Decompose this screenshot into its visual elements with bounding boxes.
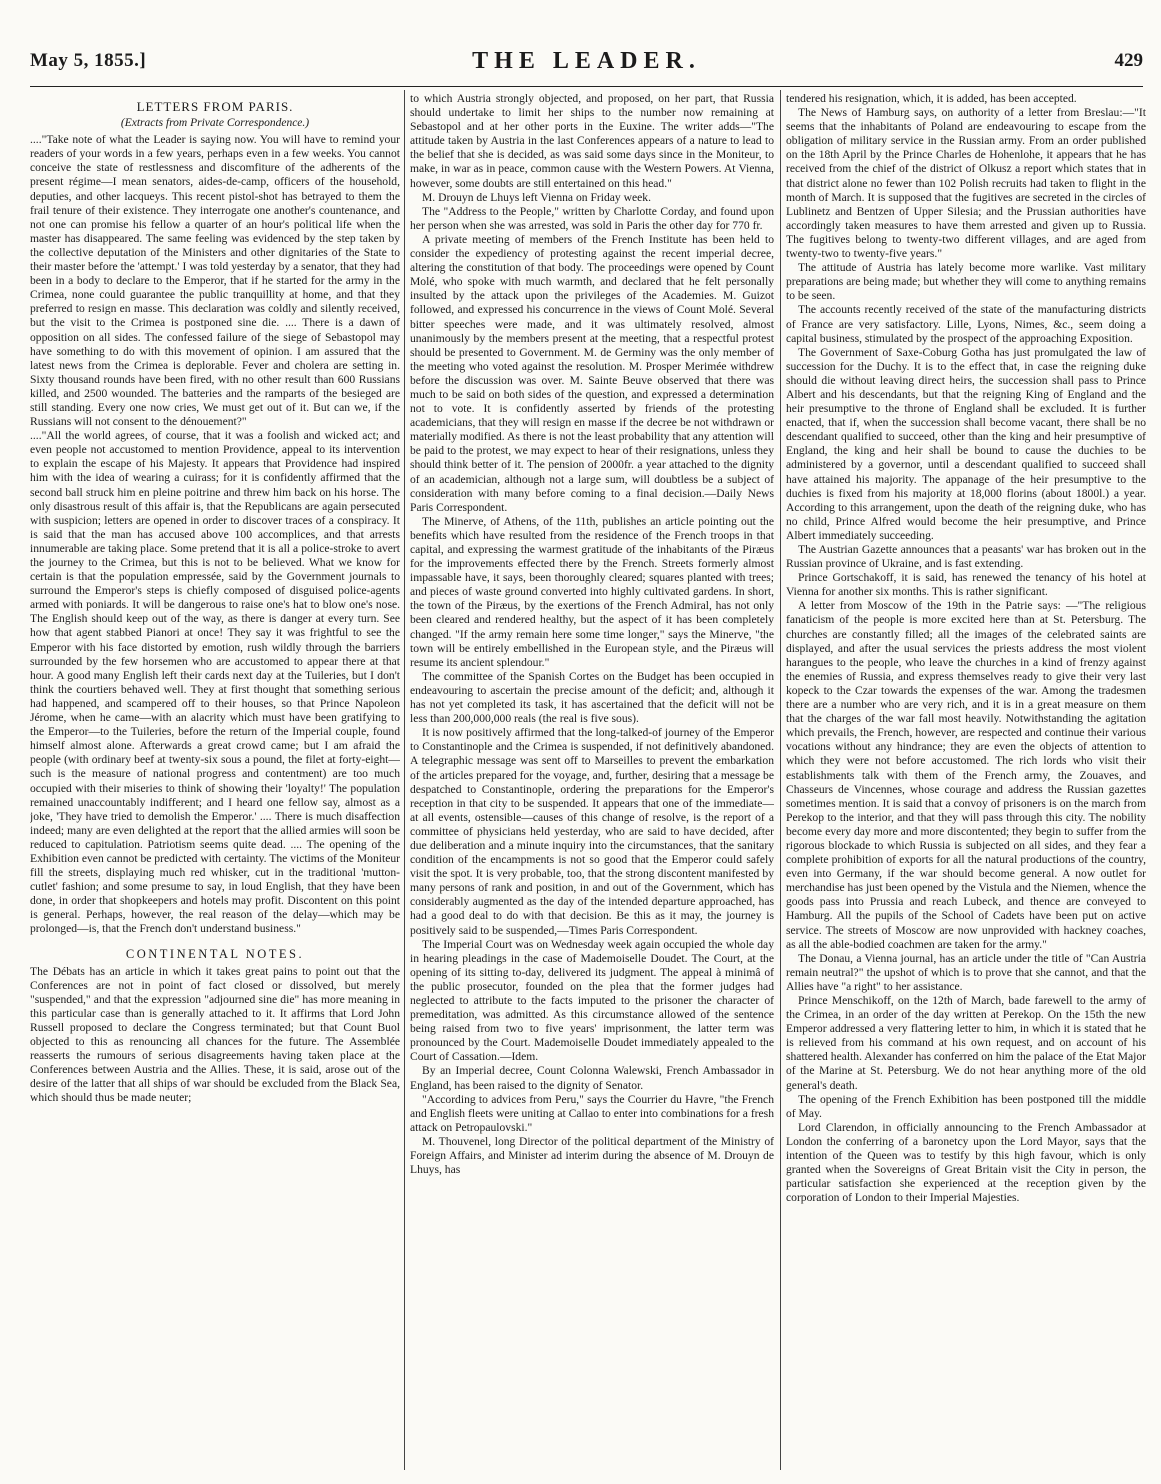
paragraph: tendered his resignation, which, it is added, has been accepted. xyxy=(786,92,1077,105)
paragraph: A letter from Moscow of the 19th in the Patrie says: —"The religious fanaticism of the people is more excited here than at St. Petersburg. The churches are constantly filled; all the images of the celebrated saints are displayed, and after the usual services the priests address the most violent harangues to the people, who leave the churches in a kind of frenzy against the enemies of Russia, and express themselves ready to give their very last kopeck to the Czar towards the expenses of the war. Among the tradesmen there are a number who are very rich, and it is in a great measure on them that the charges of the war fall most heavily. Notwithstanding the agitation which prevails, the French, however, are respected and continue their various vocations without any hindrance; they are even the objects of attention to which they were not before accustomed. The rich lords who visit their establishments talk with them of the French army, the Zouaves, and Chasseurs de Vincennes, whose courage and address the Russian gazettes sometimes mention. It is said that a convoy of prisoners is on the march from Perekop to the interior, and that they will pass through this city. The nobility become every day more and more discontented; they begin to suffer from the rigorous blockade to which Russia is subjected on all sides, and they fear a complete prohibition of exports for all the natural productions of the country, even into Germany, if the war should become general. A now outlet for merchandise has just been opened by the Vistula and the Niemen, whence the goods pass into Prussia and reach Lubeck, and thence are conveyed to Hamburg. All the pupils of the School of Cadets have been put on active service. The streets of Moscow are now unprovided with hackney coaches, as all the able-bodied coachmen are taken for the army." xyxy=(786,599,1146,951)
paragraph: The attitude of Austria has lately become more warlike. Vast military preparations are being made; but whether they will come to anything remains to be seen. xyxy=(786,261,1146,303)
paragraph: to which Austria strongly objected, and proposed, on her part, that Russia should undertake to limit her ships to the number now remaining at Sebastopol and at her other ports in the Euxine. The writer adds—"The attitude taken by Austria in the last Conferences appears of a nature to lead to the belief that she is decided, as was said some days since in the Moniteur, to make, in war as in peace, common cause with the Western Powers. At Vienna, however, some doubts are still entertained on this head." xyxy=(410,92,774,190)
column-right xyxy=(786,92,1146,1472)
header-rule xyxy=(30,86,1143,87)
paragraph: The "Address to the People," written by Charlotte Corday, and found upon her person when she was arrested, was sold in Paris the other day for 770 fr. xyxy=(410,204,774,232)
issue-date: May 5, 1855.] xyxy=(30,50,147,71)
paragraph: The Donau, a Vienna journal, has an article under the title of "Can Austria remain neutral?" the upshot of which is to prove that she cannot, and that the Allies have "a right" to her assistance. xyxy=(786,951,1146,993)
paragraph: M. Drouyn de Lhuys left Vienna on Friday week. xyxy=(422,190,651,204)
paragraph: The Austrian Gazette announces that a peasants' war has broken out in the Russian province of Ukraine, and is fast extending. xyxy=(786,543,1146,571)
paragraph: The Government of Saxe-Coburg Gotha has just promulgated the law of succession for the Duchy. It is to the effect that, in case the reigning duke should die without leaving direct heirs, the succession shall pass to Prince Albert and his descendants, but that the reigning King of England and the heir presumptive to the throne of England shall be excluded. It is further enacted, that if, when the succession shall become vacant, there shall be no descendant qualified to succeed, other than the king and heir presumptive of England, the king and heir shall be bound to cause the duchies to be administered by a governor, until a descendant qualified to succeed shall have attained his majority. The appanage of the heir presumptive to the duchies is fixed from his majority at 18,000 florins (about 1800l.) a year. According to this arrangement, upon the death of the reigning duke, who has no child, Prince Alfred would become the heir presumptive, and Prince Albert immediately succeeding. xyxy=(786,345,1146,542)
paragraph: M. Thouvenel, long Director of the political department of the Ministry of Foreign Affairs, and Minister ad interim during the absence of M. Drouyn de Lhuys, has xyxy=(410,1134,774,1177)
article-subheading: (Extracts from Private Correspondence.) xyxy=(120,117,310,130)
paragraph: The accounts recently received of the state of the manufacturing districts of France are very satisfactory. Lille, Lyons, Nimes, &c., seem doing a capital business, stimulated by the prospect of the approaching Exposition. xyxy=(786,303,1146,345)
paragraph: Prince Menschikoff, on the 12th of March, bade farewell to the army of the Crimea, in an order of the day written at Perekop. On the 15th the new Emperor addressed a very flattering letter to him, in which it is stated that he is relieved from his command at his own request, and on account of his shattered health. Alexander has conferred on him the palace of the Etat Major of the Marine at St. Petersburg. We do not hear anything more of the old general's death. xyxy=(786,994,1146,1092)
paragraph: The News of Hamburg says, on authority of a letter from Breslau:—"It seems that the inhabitants of Poland are endeavouring to escape from the obligation of military service in the Russian army. From an order published on the 18th April by the Prince Charles de Hohenlohe, it appears that he has received from the chief of the district of Olkusz a report which states that in that district alone no fewer than 102 Polish recruits had taken to flight in the month of March. It is supposed that the fugitives are secreted in the circles of Lublinetz and Bentzen of Upper Silesia; and the Prussian authorities have accordingly taken measures to have them arrested and given up to Russia. The fugitives belong to twenty-two different villages, and are aged from twenty-two to twenty-five years." xyxy=(786,106,1146,261)
section-heading: CONTINENTAL NOTES. xyxy=(125,946,305,961)
paragraph: ...."Take note of what the Leader is saying now. You will have to remind your readers of your words in a few years, perhaps even in a few weeks. You cannot conceive the state of restlessness and discomfiture of the adherents of the present régime—I mean senators, aides-de-camp, officers of the household, deputies, and other lacqueys. This recent pistol-shot has betrayed to them the frail tenure of their existence. They interrogate one another's countenance, and not one can promise his fellow a quarter of an hour's political life when the master has disappeared. The same feeling was evidenced by the step taken by the collective deputation of the Ministers and other dignitaries of the State to their master before the 'attempt.' I was told yesterday by a senator, that they had been in a body to declare to the Emperor, that if he started for the army in the Crimea, none could guarantee the public tranquillity at home, and that they preferred to resign en masse. This declaration was coldly and silently received, but the visit to the Crimea is postponed sine die. .... There is a dawn of opposition on all sides. The confessed failure of the siege of Sebastopol may have something to do with this movement of opinion. I am assured that the latest news from the Crimea is deplorable. Fever and cholera are setting in. Sixty thousand rounds have been fired, with no other result than 600 Russians killed, and 2500 wounded. The batteries and the ramparts of the besieged are still standing. Every one now cries, We must get out of it. But can we, if the Russians will not consent to the dénouement?" xyxy=(30,133,400,429)
page-number: 429 xyxy=(1114,50,1143,71)
paragraph: The Débats has an article in which it takes great pains to point out that the Conferences are not in point of fact closed or dissolved, but merely "suspended," and that the expression "adjourned sine die" has more meaning in this particular case than is generally attached to it. It affirms that Lord John Russell proposed to declare the Congress terminated; but that Count Buol objected to this as renouncing all chances for the future. The Assemblée reasserts the rumours of serious disagreements having taken place at the Conferences between Austria and the Allies. These, it is said, arose out of the desire of the latter that all ships of war should be excluded from the Black Sea, which should thus be made neuter; xyxy=(30,964,400,1105)
page-header xyxy=(30,48,1143,84)
paragraph: The Minerve, of Athens, of the 11th, publishes an article pointing out the benefits which have resulted from the residence of the French troops in that capital, and expressing the warmest gratitude of the inhabitants of the Piræus for the improvements effected there by the French. Streets formerly almost impassable have, it says, been thoroughly cleared; squares planted with trees; and pieces of waste ground converted into highly cultivated gardens. In short, the town of the Piræus, by the exertions of the French Admiral, has not only been cleared and rendered healthy, but the aspect of it has been completely changed. "If the army remain here some time longer," says the Minerve, "the town will be entirely embellished in the European style, and the Piræus will resume its ancient splendour." xyxy=(410,514,774,669)
paragraph: By an Imperial decree, Count Colonna Walewski, French Ambassador in England, has been raised to the dignity of Senator. xyxy=(410,1064,774,1092)
article-heading: LETTERS FROM PARIS. xyxy=(136,99,294,114)
paragraph: Lord Clarendon, in officially announcing to the French Ambassador at London the conferring of a baronetcy upon the Lord Mayor, says that the intention of the Queen was to testify by this high favour, which is only granted when the Sovereigns of Great Britain visit the City in person, the particular satisfaction she experienced at the reception given by the corporation of London to their Imperial Majesties. xyxy=(786,1120,1146,1205)
paragraph: The committee of the Spanish Cortes on the Budget has been occupied in endeavouring to ascertain the precise amount of the deficit; and, although it has not yet completed its task, it has ascertained that the deficit will not be less than 200,000,000 reals (the real is five sous). xyxy=(410,669,774,726)
paragraph: "According to advices from Peru," says the Courrier du Havre, "the French and English fleets were uniting at Callao to enter into combinations for a fresh attack on Petropaulovski." xyxy=(410,1092,774,1134)
paragraph: A private meeting of members of the French Institute has been held to consider the expediency of protesting against the recent imperial decree, altering the constitution of that body. The proceedings were opened by Count Molé, who spoke with much warmth, and declared that he felt personally insulted by the attack upon the privileges of the Academies. M. Guizot followed, and expressed his concurrence in the views of Count Molé. Several bitter speeches were made, and it was ultimately resolved, almost unanimously by the members present at the meeting, that a respectful protest should be presented to Government. M. de Germiny was the only member of the meeting who voted against the resolution. M. Prosper Merimée withdrew before the discussion was over. M. Sainte Beuve observed that there was much to be said on both sides of the question, and expressed a determination not to vote. It is confidently asserted by friends of the protesting academicians, that they will resign en masse if the decree be not withdrawn or materially modified. As there is not the least probability that any attention will be paid to the protest, we may expect to hear of their resignations, unless they should think better of it. The pension of 2000fr. a year attached to the dignity of an academician, although not a large sum, will doubtless be a subject of consideration with many before coming to a final decision.—Daily News Paris Correspondent. xyxy=(410,232,774,514)
paragraph: The opening of the French Exhibition has been postponed till the middle of May. xyxy=(786,1092,1146,1120)
newspaper-title: THE LEADER. xyxy=(472,48,701,74)
column-divider xyxy=(404,90,405,1470)
column-left xyxy=(30,92,400,1472)
paragraph: ...."All the world agrees, of course, that it was a foolish and wicked act; and even people not accustomed to mention Providence, appeal to its intervention to explain the escape of his Majesty. It appears that Providence had inspired him with the idea of wearing a cuirass; for it is confidently affirmed that the second ball struck him en pleine poitrine and threw him back on his horse. The only disastrous result of this affair is, that the Republicans are again persecuted with suspicion; letters are opened in order to discover traces of a conspiracy. It is said that the man has accused above 100 accomplices, and that arrests innumerable are taking place. Some pretend that it is all a police-stroke to avert the journey to the Crimea, but this is not to be believed. What we know for certain is that the population empressée, said by the Government journals to surround the Emperor's steps is chiefly composed of disguised police-agents armed with poniards. It will be dangerous to raise one's hat to blow one's nose. The English should keep out of the way, as there is danger at every turn. See how that agent stabbed Pianori at once! They say it was frightful to see the Emperor with his face distorted by emotion, rush wildly through the barriers surrounded by the few horsemen who are accustomed to appear there at that hour. A good many English left their cards next day at the Tuileries, but I don't think the courtiers behaved well. They at first thought that something serious had happened, and scampered off to their houses, so that Prince Napoleon Jérome, when he came—with an alacrity which must have been gratifying to the Emperor—to the Tuileries, before the return of the Imperial couple, found himself almost alone. Afterwards a great crowd came; but I am afraid the people (with ordinary beef at twenty-six sous a pound, the filet at forty-eight—such is the measure of national progress and contentment) are too much occupied with their miseries to think of showing their 'loyalty!' The population remained unaccountably indifferent; and I heard one fellow say, almost as a joke, 'They have tried to demolish the Emperor.' .... There is much disaffection indeed; many are even delighted at the report that the allied armies will soon be reduced to capitulation. Patriotism seems quite dead. .... The opening of the Exhibition even cannot be predicted with certainty. The victims of the Moniteur fill the streets, displaying much red whisker, cut in the traditional 'mutton-cutlet' fashion; and some presume to say, in loud English, that they have been done, in order that shopkeepers and hotels may profit. Discontent on this point is general. Perhaps, however, the real reason of the delay—which may be prolonged—is, that the French don't understand business." xyxy=(30,429,400,936)
paragraph: The Imperial Court was on Wednesday week again occupied the whole day in hearing pleadings in the case of Mademoiselle Doudet. The Court, at the opening of its sitting to-day, delivered its judgment. The appeal à minimâ of the public prosecutor, founded on the plea that the former judges had neglected to attribute to the facts imputed to the prisoner the character of premeditation, was admitted. As this circumstance allowed of the sentence being raised from two to five years' imprisonment, the latter term was pronounced by the Court. Mademoiselle Doudet immediately appealed to the Court of Cassation.—Idem. xyxy=(410,937,774,1064)
paragraph: It is now positively affirmed that the long-talked-of journey of the Emperor to Constantinople and the Crimea is suspended, if not definitively abandoned. A telegraphic message was sent off to Marseilles to prevent the embarkation of the articles prepared for the voyage, and, further, desiring that a message be despatched to Constantinople, ordering the preparations for the Emperor's reception in that city to be suspended. It appears that one of the immediate—at all events, ostensible—causes of this change of resolve, is the report of a committee of physicians held yesterday, who are said to have decided, after due deliberation and a minute inquiry into the circumstances, that the sanitary condition of the encampments is not so good that the Emperor could safely visit the spot. It is very probable, too, that the strong discontent manifested by many persons of rank and position, in and out of the Government, which has considerably augmented as the day of the intended departure approached, has had a good deal to do with that decision. Be this as it may, the journey is positively said to be suspended,—Times Paris Correspondent. xyxy=(410,726,774,937)
column-middle xyxy=(410,92,774,1472)
paragraph: Prince Gortschakoff, it is said, has renewed the tenancy of his hotel at Vienna for another six months. This is rather significant. xyxy=(786,571,1146,599)
column-divider xyxy=(780,90,781,1470)
